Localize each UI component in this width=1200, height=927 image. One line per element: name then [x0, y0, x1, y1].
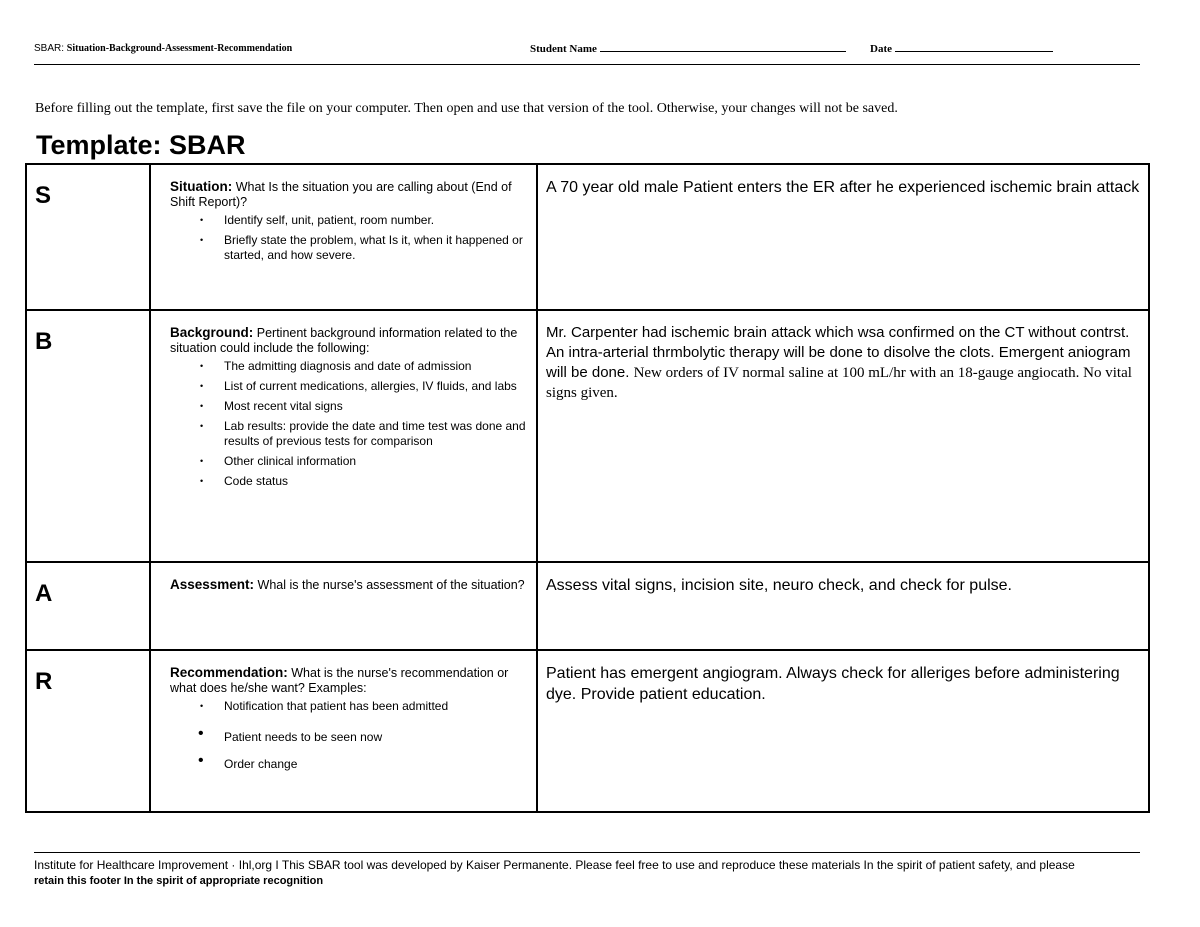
student-name-line[interactable] — [600, 42, 846, 52]
situation-bullets — [170, 213, 530, 263]
page-footer — [34, 852, 1140, 889]
student-name-field[interactable] — [530, 42, 846, 55]
date-line[interactable] — [895, 42, 1053, 52]
recommendation-bullet: • Order change — [224, 757, 530, 772]
situation-prompt-cell — [150, 164, 537, 310]
recommendation-response[interactable]: Patient has emergent angiogram. Always check for alleriges before administering dye. Provide patient education. — [546, 665, 1120, 703]
recommendation-prompt-cell — [150, 650, 537, 812]
assessment-prompt: Whal is the nurse's assessment of the situation? — [254, 578, 525, 592]
recommendation-letter: R — [35, 668, 53, 695]
background-response[interactable] — [538, 311, 1148, 407]
background-letter-cell — [26, 310, 150, 562]
student-name-label: Student Name — [530, 43, 597, 55]
header-title — [34, 43, 292, 54]
background-bullet: • Most recent vital signs — [224, 399, 530, 414]
situation-response[interactable]: A 70 year old male Patient enters the ER after he experienced ischemic brain attack — [546, 179, 1140, 196]
sbar-table — [25, 163, 1150, 813]
situation-prompt: What Is the situation you are calling about (End of Shift Report)? — [170, 180, 512, 209]
assessment-label: Assessment: — [170, 577, 255, 592]
recommendation-response-cell[interactable] — [537, 650, 1149, 812]
assessment-response-cell[interactable] — [537, 562, 1149, 650]
footer-line1: Institute for Healthcare Improvement · Ihl,org I This SBAR tool was developed by Kaiser Permanente. Please feel free to use and reproduce these materials In the spirit of patient safety, and please — [34, 858, 1075, 872]
situation-letter-cell — [26, 164, 150, 310]
situation-response-cell[interactable] — [537, 164, 1149, 310]
recommendation-prompt: What is the nurse's recommendation or what does he/she want? Examples: — [170, 666, 509, 695]
background-prompt-cell — [150, 310, 537, 562]
recommendation-row — [26, 650, 1149, 812]
background-row — [26, 310, 1149, 562]
page-header — [34, 40, 1140, 65]
background-bullet: • The admitting diagnosis and date of admission — [224, 359, 530, 374]
background-bullet: • Other clinical information — [224, 454, 530, 469]
page-title: Template: SBAR — [36, 130, 246, 160]
header-prefix: SBAR: — [34, 43, 67, 54]
assessment-letter-cell — [26, 562, 150, 650]
situation-letter: S — [35, 182, 52, 209]
background-bullets — [170, 359, 530, 489]
recommendation-label: Recommendation: — [170, 665, 288, 680]
background-response-part1: Mr. Carpenter had ischemic brain attack which wsa confirmed on the CT without contrst. An intra-arterial thrmbolytic therapy will be done to disolve the clots. Emergent aniogram will be done. — [546, 324, 1131, 381]
recommendation-bullet: • Patient needs to be seen now — [224, 730, 530, 745]
background-response-cell[interactable] — [537, 310, 1149, 562]
date-field[interactable] — [870, 42, 1053, 55]
assessment-response[interactable]: Assess vital signs, incision site, neuro check, and check for pulse. — [546, 577, 1012, 594]
instructions-text: Before filling out the template, first save the file on your computer. Then open and use that version of the tool. Otherwise, your changes will not be saved. — [35, 101, 898, 116]
assessment-prompt-cell — [150, 562, 537, 650]
situation-label: Situation: — [170, 179, 233, 194]
footer-line2: retain this footer In the spirit of appropriate recognition — [34, 875, 324, 887]
background-prompt: Pertinent background information related to the situation could include the following: — [170, 326, 518, 355]
date-label: Date — [870, 43, 892, 55]
assessment-letter: A — [35, 580, 53, 607]
situation-row — [26, 164, 1149, 310]
header-subtitle: Situation-Background-Assessment-Recommendation — [66, 43, 293, 54]
background-label: Background: — [170, 325, 254, 340]
background-bullet: • Code status — [224, 474, 530, 489]
background-response-part2: New orders of IV normal saline at 100 mL/hr with an 18-gauge angiocath. No vital signs given. — [546, 365, 1132, 401]
background-bullet: • Lab results: provide the date and time test was done and results of previous tests for comparison — [224, 419, 530, 449]
situation-bullet: • Briefly state the problem, what Is it, when it happened or started, and how severe. — [224, 233, 530, 263]
recommendation-bullets — [170, 699, 530, 772]
recommendation-bullet: • Notification that patient has been admitted — [224, 699, 530, 714]
background-bullet: • List of current medications, allergies, IV fluids, and labs — [224, 379, 530, 394]
assessment-row — [26, 562, 1149, 650]
situation-bullet: • Identify self, unit, patient, room number. — [224, 213, 530, 228]
background-letter: B — [35, 328, 53, 355]
recommendation-letter-cell — [26, 650, 150, 812]
